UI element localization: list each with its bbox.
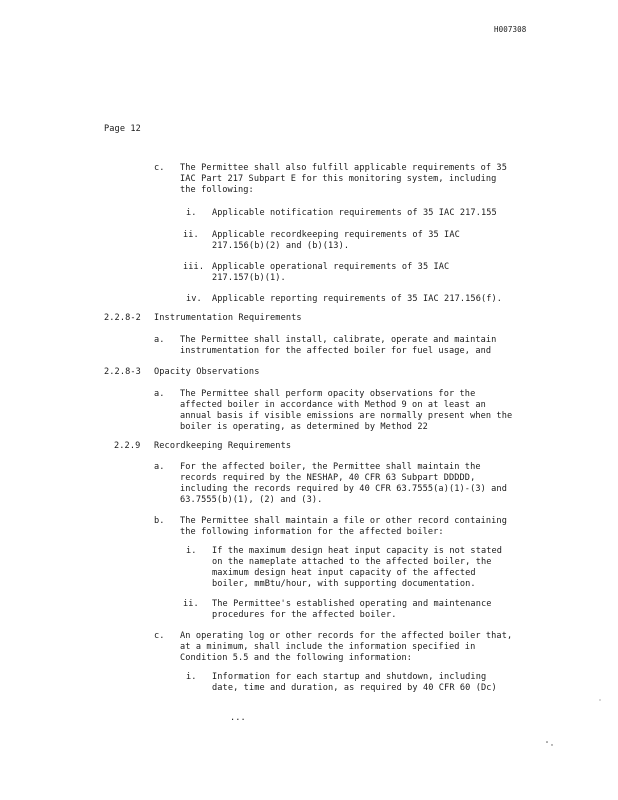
item-marker: iv. xyxy=(186,294,202,304)
item-marker: ii. xyxy=(183,599,199,609)
para-line: instrumentation for the affected boiler for fuel usage, and xyxy=(180,346,492,356)
para-line: The Permittee shall maintain a file or other record containing xyxy=(180,516,507,526)
para-line: the following: xyxy=(180,185,254,195)
para-line: annual basis if visible emissions are normally present when the xyxy=(180,411,513,421)
para-line: 63.7555(b)(1), (2) and (3). xyxy=(180,495,323,505)
section-title: Instrumentation Requirements xyxy=(154,313,302,323)
para-line: For the affected boiler, the Permittee shall maintain the xyxy=(180,462,481,472)
item-marker: ii. xyxy=(183,230,199,240)
section-title: Opacity Observations xyxy=(154,367,260,377)
para-line: including the records required by 40 CFR 63.7555(a)(1)-(3) and xyxy=(180,484,507,494)
para-line: The Permittee shall also fulfill applicable requirements of 35 xyxy=(180,163,507,173)
para-line: the following information for the affected boiler: xyxy=(180,527,444,537)
para-marker: a. xyxy=(154,462,165,472)
item-marker: i. xyxy=(186,208,197,218)
item-line: 217.156(b)(2) and (b)(13). xyxy=(212,241,350,251)
footer-mark: ... xyxy=(230,713,246,723)
para-line: IAC Part 217 Subpart E for this monitoring system, including xyxy=(180,174,497,184)
para-line: An operating log or other records for the affected boiler that, xyxy=(180,631,513,641)
item-marker: i. xyxy=(186,546,197,556)
para-marker: a. xyxy=(154,389,165,399)
item-line: procedures for the affected boiler. xyxy=(212,610,397,620)
section-title: Recordkeeping Requirements xyxy=(154,441,292,451)
para-line: boiler is operating, as determined by Method 22 xyxy=(180,422,428,432)
item-line: Applicable operational requirements of 35 IAC xyxy=(212,262,450,272)
para-line: affected boiler in accordance with Method 9 on at least an xyxy=(180,400,486,410)
item-line: date, time and duration, as required by 40 CFR 60 (Dc) xyxy=(212,683,497,693)
item-marker: i. xyxy=(186,672,197,682)
item-line: maximum design heat input capacity of the affected xyxy=(212,568,476,578)
item-marker: iii. xyxy=(183,262,205,272)
item-line: Applicable notification requirements of 35 IAC 217.155 xyxy=(212,208,497,218)
item-line: Applicable reporting requirements of 35 IAC 217.156(f). xyxy=(212,294,503,304)
section-number: 2.2.8-2 xyxy=(104,313,141,323)
doc-id: H007308 xyxy=(494,25,527,34)
para-marker: c. xyxy=(154,631,165,641)
item-line: boiler, mmBtu/hour, with supporting documentation. xyxy=(212,579,476,589)
para-line: The Permittee shall install, calibrate, operate and maintain xyxy=(180,335,497,345)
para-marker: c. xyxy=(154,163,165,173)
item-line: Applicable recordkeeping requirements of 35 IAC xyxy=(212,230,460,240)
item-line: 217.157(b)(1). xyxy=(212,273,286,283)
para-marker: b. xyxy=(154,516,165,526)
item-line: If the maximum design heat input capacity is not stated xyxy=(212,546,503,556)
item-line: Information for each startup and shutdown, including xyxy=(212,672,487,682)
section-number: 2.2.8-3 xyxy=(104,367,141,377)
para-line: records required by the NESHAP, 40 CFR 63 Subpart DDDDD, xyxy=(180,473,476,483)
para-marker: a. xyxy=(154,335,165,345)
para-line: The Permittee shall perform opacity observations for the xyxy=(180,389,476,399)
para-line: Condition 5.5 and the following information: xyxy=(180,653,413,663)
section-number: 2.2.9 xyxy=(114,441,141,451)
para-line: at a minimum, shall include the information specified in xyxy=(180,642,476,652)
item-line: on the nameplate attached to the affected boiler, the xyxy=(212,557,492,567)
item-line: The Permittee's established operating and maintenance xyxy=(212,599,492,609)
page-label: Page 12 xyxy=(104,124,141,134)
